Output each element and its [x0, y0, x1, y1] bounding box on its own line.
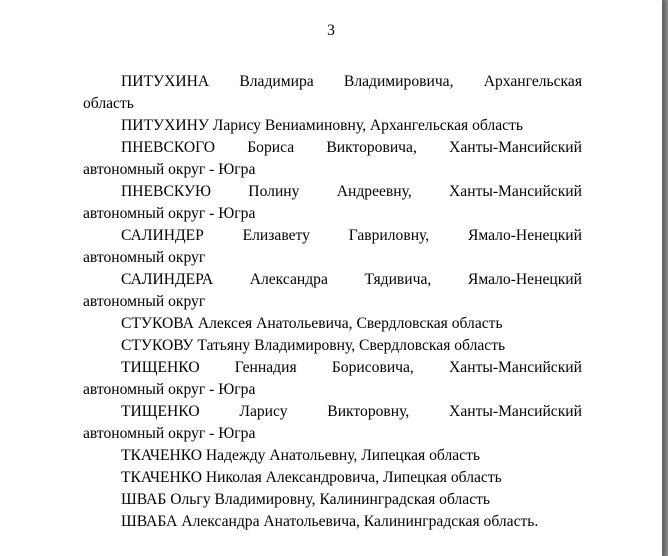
list-item: САЛИНДЕР Елизавету Гавриловну, Ямало-Ненецкий автономный округ [83, 227, 582, 266]
list-item: ТИЩЕНКО Ларису Викторовну, Ханты-Мансийский автономный округ - Югра [83, 403, 582, 442]
list-item: ТИЩЕНКО Геннадия Борисовича, Ханты-Мансийский автономный округ - Югра [83, 359, 582, 398]
list-item: ШВАБА Александра Анатольевича, Калининградская область. [121, 513, 539, 530]
list-item: СТУКОВА Алексея Анатольевича, Свердловская область [121, 315, 503, 332]
name-list [83, 71, 582, 533]
list-item: ТКАЧЕНКО Надежду Анатольевну, Липецкая область [121, 447, 480, 464]
list-item: ТКАЧЕНКО Николая Александровича, Липецкая область [121, 469, 502, 486]
page-number: 3 [327, 22, 335, 39]
list-item: ШВАБ Ольгу Владимировну, Калининградская область [121, 491, 491, 508]
list-item: САЛИНДЕРА Александра Тядивича, Ямало-Ненецкий автономный округ [83, 271, 582, 310]
list-item: ПНЕВСКУЮ Полину Андреевну, Ханты-Мансийский автономный округ - Югра [83, 183, 582, 222]
list-item: СТУКОВУ Татьяну Владимировну, Свердловская область [121, 337, 506, 354]
list-item: ПИТУХИНУ Ларису Вениаминовну, Архангельская область [121, 117, 523, 134]
list-item: ПИТУХИНА Владимира Владимировича, Архангельская область [83, 73, 582, 112]
list-item: ПНЕВСКОГО Бориса Викторовича, Ханты-Мансийский автономный округ - Югра [83, 139, 582, 178]
